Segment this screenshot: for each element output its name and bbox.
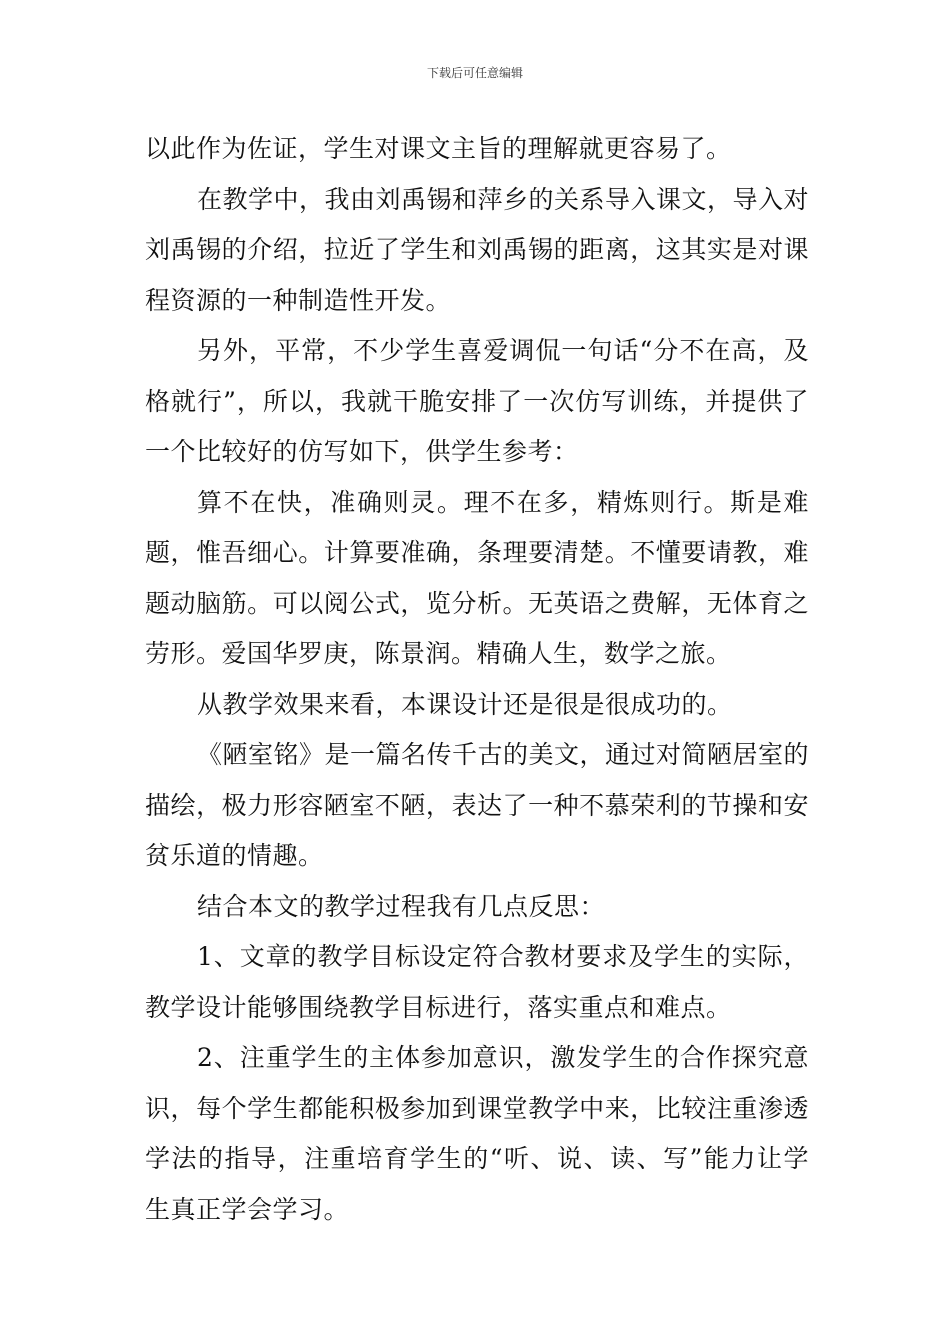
paragraph: 2、注重学生的主体参加意识，激发学生的合作探究意识，每个学生都能积极参加到课堂教学中来，比较注重渗透学法的指导，注重培育学生的“听、说、读、写”能力让学生真正学会学习。 [145,1043,809,1224]
paragraph: 以此作为佐证，学生对课文主旨的理解就更容易了。 [145,134,732,163]
page-header: 下载后可任意编辑 [426,66,523,80]
paragraph: 算不在快，准确则灵。理不在多，精炼则行。斯是难题，惟吾细心。计算要准确，条理要清楚。不懂要请教，难题动脑筋。可以阅公式，览分析。无英语之费解，无体育之劳形。爱国华罗庚，陈景润。精确人生，数学之旅。 [145,487,809,668]
document-body [145,124,809,1235]
paragraph: 《陋室铭》是一篇名传千古的美文，通过对简陋居室的描绘，极力形容陋室不陋，表达了一种不慕荣利的节操和安贫乐道的情趣。 [145,740,810,870]
paragraph: 从教学效果来看，本课设计还是很是很成功的。 [197,689,733,719]
paragraph: 结合本文的教学过程我有几点反思： [197,891,606,921]
paragraph: 在教学中，我由刘禹锡和萍乡的关系导入课文，导入对刘禹锡的介绍，拉近了学生和刘禹锡的距离，这其实是对课程资源的一种制造性开发。 [145,184,810,315]
paragraph: 另外，平常，不少学生喜爱调侃一句话“分不在高，及格就行”，所以，我就干脆安排了一次仿写训练，并提供了一个比较好的仿写如下，供学生参考： [145,336,809,466]
paragraph: 1、文章的教学目标设定符合教材要求及学生的实际，教学设计能够围绕教学目标进行，落实重点和难点。 [145,942,809,1022]
